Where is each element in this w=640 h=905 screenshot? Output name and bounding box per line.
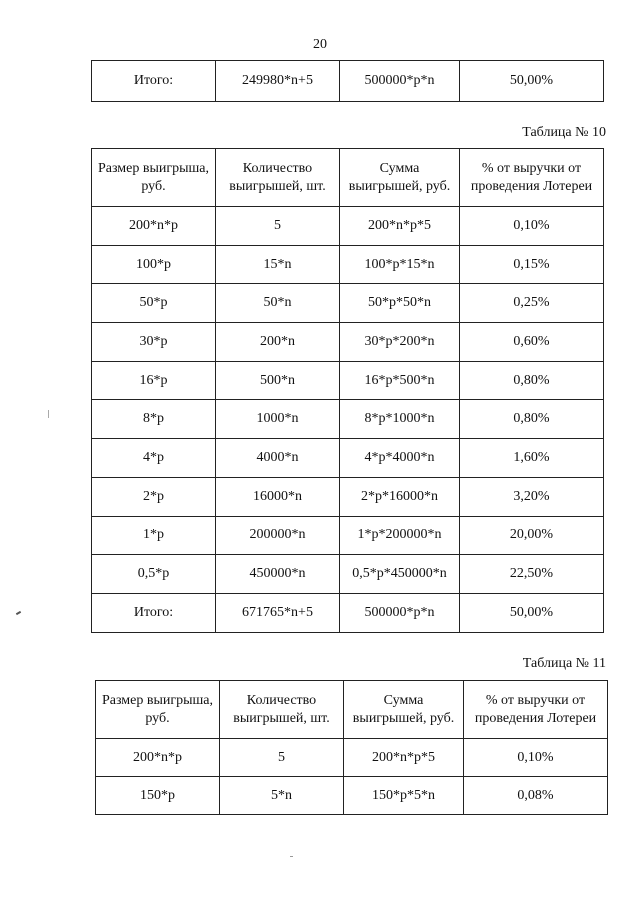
table-cell: 1*p*200000*n bbox=[340, 516, 460, 555]
table-cell: 200*n bbox=[216, 323, 340, 362]
table-row bbox=[92, 516, 604, 555]
table-caption: Таблица № 10 bbox=[522, 125, 606, 140]
table-cell: 30*p*200*n bbox=[340, 323, 460, 362]
table-header-row bbox=[96, 681, 608, 739]
table-body bbox=[92, 149, 604, 633]
table-cell: 100*p*15*n bbox=[340, 245, 460, 284]
table-cell: 200*n*p*5 bbox=[344, 739, 464, 777]
table-row bbox=[92, 477, 604, 516]
column-header: Сумма выигрышей, руб. bbox=[344, 681, 464, 739]
table-cell: 1000*n bbox=[216, 400, 340, 439]
table-row bbox=[96, 777, 608, 815]
table-cell: 5*n bbox=[220, 777, 344, 815]
table-cell: 4*p bbox=[92, 439, 216, 478]
table-cell: 15*n bbox=[216, 245, 340, 284]
table-cell: 200*n*p*5 bbox=[340, 207, 460, 246]
table-cell: 0,08% bbox=[464, 777, 608, 815]
table-cell: 500000*p*n bbox=[340, 593, 460, 632]
table-row bbox=[92, 593, 604, 632]
table-cell: 1*p bbox=[92, 516, 216, 555]
table-cell: 8*p bbox=[92, 400, 216, 439]
table-cell: 0,5*p*450000*n bbox=[340, 555, 460, 594]
table-cell: 3,20% bbox=[460, 477, 604, 516]
table-cell: 50*n bbox=[216, 284, 340, 323]
table-cell: 0,80% bbox=[460, 361, 604, 400]
column-header: Размер выигрыша, руб. bbox=[96, 681, 220, 739]
table-row bbox=[92, 323, 604, 362]
table-cell: 4*p*4000*n bbox=[340, 439, 460, 478]
table-cell: 50*p*50*n bbox=[340, 284, 460, 323]
scan-mark bbox=[290, 856, 293, 857]
prize-table-11 bbox=[95, 680, 608, 815]
table-cell: 500*n bbox=[216, 361, 340, 400]
table-cell: 0,10% bbox=[464, 739, 608, 777]
table-cell: 22,50% bbox=[460, 555, 604, 594]
table-cell: 5 bbox=[216, 207, 340, 246]
table-cell: 50*p bbox=[92, 284, 216, 323]
table-cell: 16*p*500*n bbox=[340, 361, 460, 400]
table-body bbox=[96, 681, 608, 815]
page-number: 20 bbox=[313, 37, 327, 52]
table-cell: 249980*n+5 bbox=[216, 61, 340, 102]
column-header: Количество выигрышей, шт. bbox=[216, 149, 340, 207]
table-header-row bbox=[92, 149, 604, 207]
table-cell: 0,5*p bbox=[92, 555, 216, 594]
table-cell: 8*p*1000*n bbox=[340, 400, 460, 439]
table-caption: Таблица № 11 bbox=[522, 656, 606, 671]
table-cell: 50,00% bbox=[460, 61, 604, 102]
table-cell: 100*p bbox=[92, 245, 216, 284]
table-cell: 200*n*p bbox=[96, 739, 220, 777]
prize-table-10 bbox=[91, 148, 604, 633]
table-row bbox=[92, 555, 604, 594]
scan-mark bbox=[48, 410, 49, 418]
table-cell: 2*p bbox=[92, 477, 216, 516]
table-cell: 1,60% bbox=[460, 439, 604, 478]
table-row bbox=[92, 284, 604, 323]
table-row bbox=[92, 400, 604, 439]
table-cell: 450000*n bbox=[216, 555, 340, 594]
table-cell: 16000*n bbox=[216, 477, 340, 516]
table-row bbox=[92, 207, 604, 246]
table-cell: 50,00% bbox=[460, 593, 604, 632]
table-cell: 20,00% bbox=[460, 516, 604, 555]
table-cell: 150*p bbox=[96, 777, 220, 815]
table-row bbox=[92, 439, 604, 478]
table-cell: 0,10% bbox=[460, 207, 604, 246]
column-header: Сумма выигрышей, руб. bbox=[340, 149, 460, 207]
table-cell: 0,80% bbox=[460, 400, 604, 439]
column-header: % от выручки от проведения Лотереи bbox=[460, 149, 604, 207]
table-cell: 4000*n bbox=[216, 439, 340, 478]
table-cell: 671765*n+5 bbox=[216, 593, 340, 632]
previous-table-total bbox=[91, 60, 604, 102]
table-cell: 5 bbox=[220, 739, 344, 777]
column-header: % от выручки от проведения Лотереи bbox=[464, 681, 608, 739]
table-cell: Итого: bbox=[92, 61, 216, 102]
table-cell: 30*p bbox=[92, 323, 216, 362]
table-cell: 200000*n bbox=[216, 516, 340, 555]
table-cell: 0,25% bbox=[460, 284, 604, 323]
table-cell: 0,15% bbox=[460, 245, 604, 284]
table-cell: 16*p bbox=[92, 361, 216, 400]
table-row bbox=[92, 245, 604, 284]
scan-mark bbox=[16, 611, 21, 615]
table-cell: 150*p*5*n bbox=[344, 777, 464, 815]
table-cell: Итого: bbox=[92, 593, 216, 632]
table-cell: 500000*p*n bbox=[340, 61, 460, 102]
table-row bbox=[96, 739, 608, 777]
table-row bbox=[92, 61, 604, 102]
table-cell: 0,60% bbox=[460, 323, 604, 362]
column-header: Количество выигрышей, шт. bbox=[220, 681, 344, 739]
column-header: Размер выигрыша, руб. bbox=[92, 149, 216, 207]
table-cell: 200*n*p bbox=[92, 207, 216, 246]
table-cell: 2*p*16000*n bbox=[340, 477, 460, 516]
table-row bbox=[92, 361, 604, 400]
